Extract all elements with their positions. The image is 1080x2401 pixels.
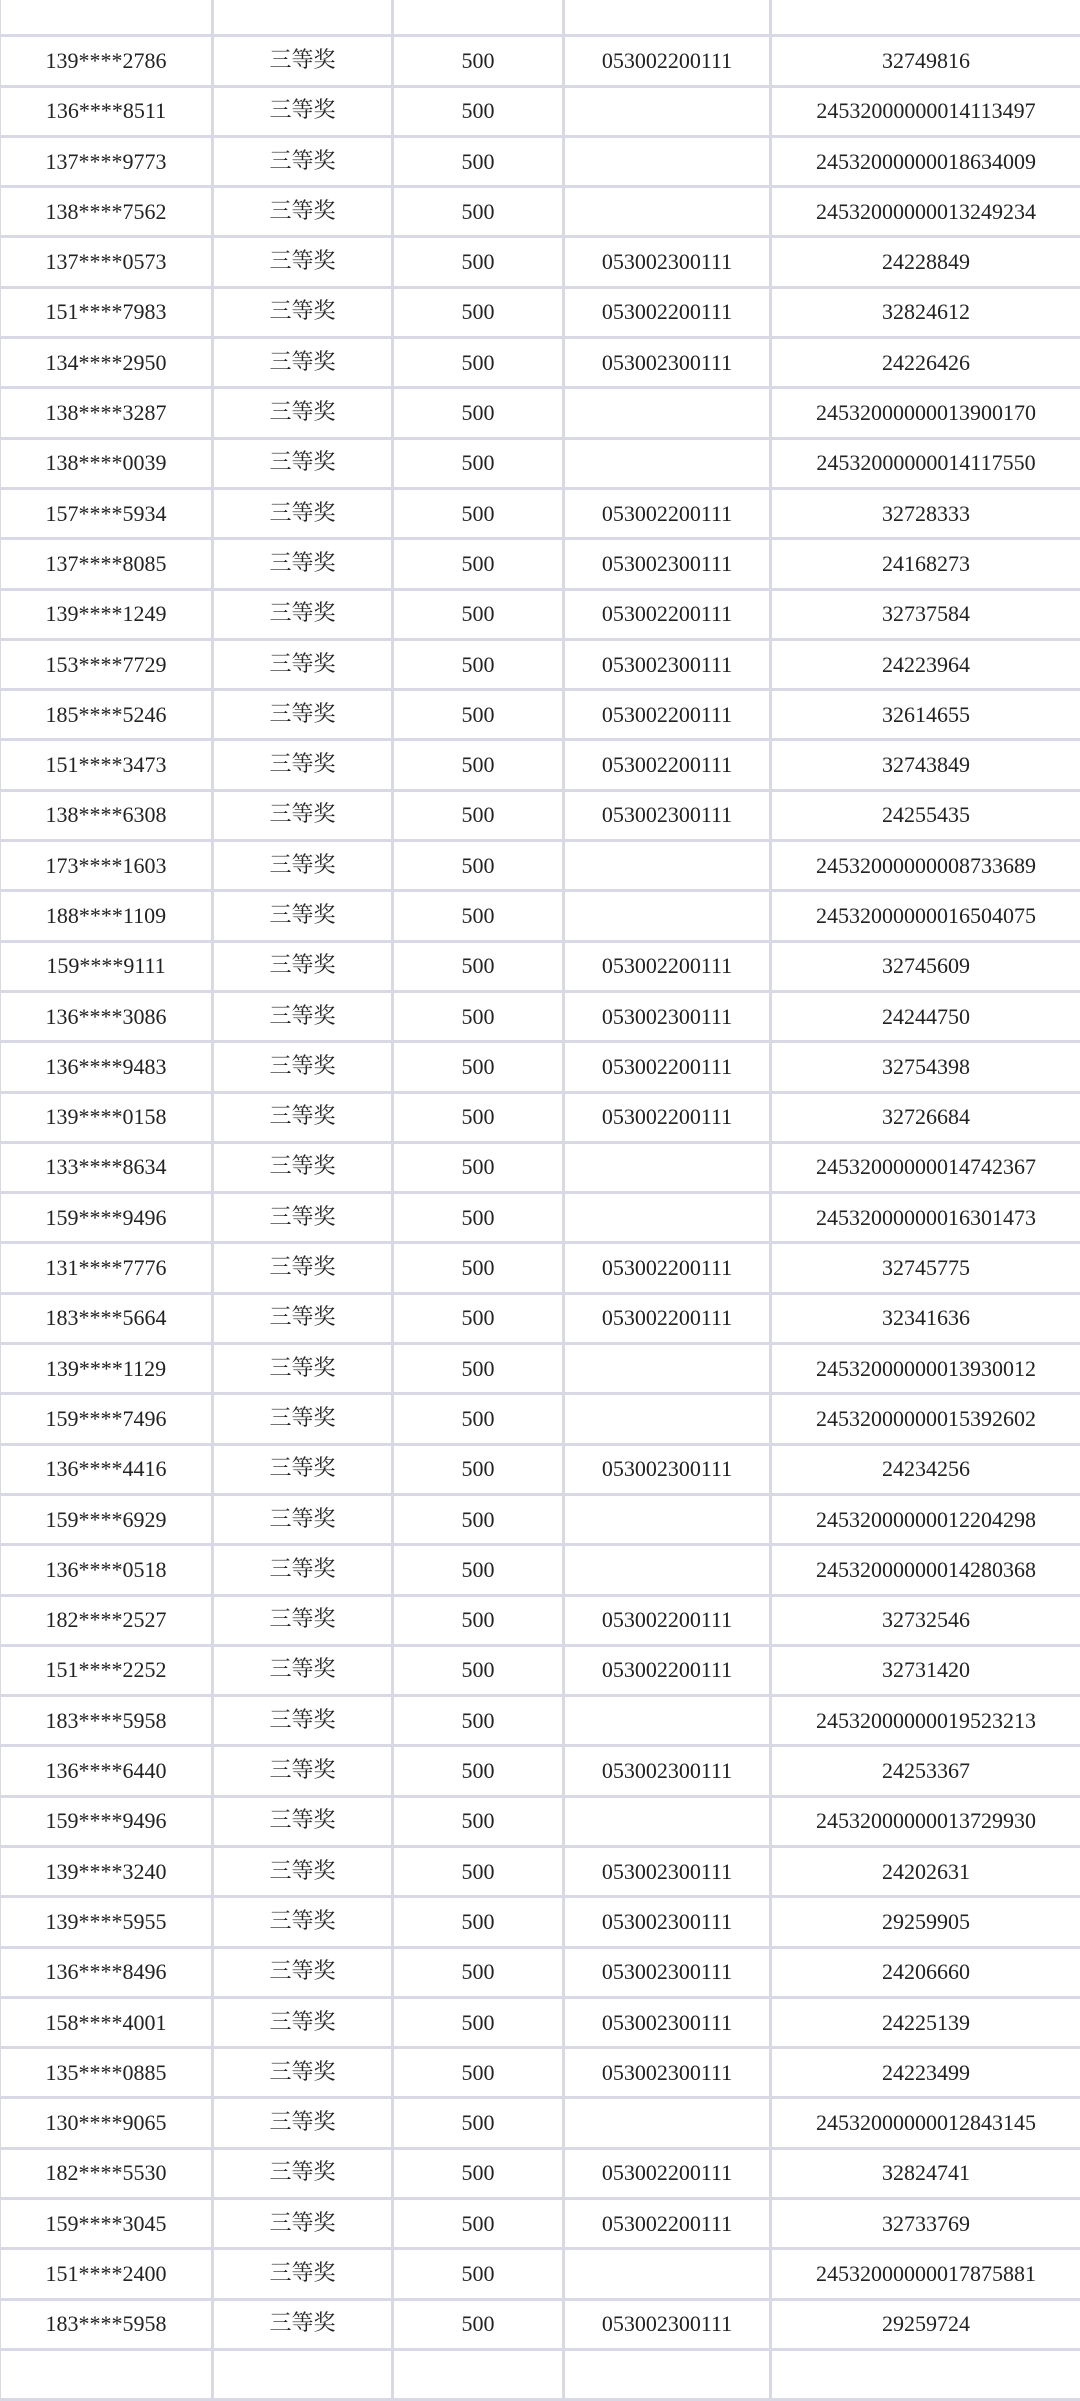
phone-cell: 139****5955 bbox=[0, 1897, 213, 1947]
code-cell: 053002200111 bbox=[564, 488, 771, 538]
code-cell: 053002300111 bbox=[564, 539, 771, 589]
amount-cell: 500 bbox=[393, 338, 564, 388]
code-cell: 053002200111 bbox=[564, 1042, 771, 1092]
code-cell: 053002300111 bbox=[564, 1444, 771, 1494]
phone-cell: 151****7983 bbox=[0, 287, 213, 337]
number-cell: 24202631 bbox=[771, 1846, 1080, 1896]
code-cell: 053002300111 bbox=[564, 2048, 771, 2098]
phone-cell: 138****0039 bbox=[0, 438, 213, 488]
amount-cell: 500 bbox=[393, 388, 564, 438]
table-row bbox=[0, 639, 1080, 689]
table-row bbox=[0, 0, 1080, 36]
prize-cell: 三等奖 bbox=[213, 187, 393, 237]
prize-cell: 三等奖 bbox=[213, 1746, 393, 1796]
prize-cell: 三等奖 bbox=[213, 1394, 393, 1444]
code-cell: 053002200111 bbox=[564, 1243, 771, 1293]
table-row bbox=[0, 438, 1080, 488]
table-row bbox=[0, 1092, 1080, 1142]
amount-cell: 500 bbox=[393, 237, 564, 287]
phone-cell: 139****0158 bbox=[0, 1092, 213, 1142]
prize-cell: 三等奖 bbox=[213, 86, 393, 136]
number-cell: 24532000000014117550 bbox=[771, 438, 1080, 488]
code-cell: 053002200111 bbox=[564, 2148, 771, 2198]
prize-cell: 三等奖 bbox=[213, 2199, 393, 2249]
prize-cell: 三等奖 bbox=[213, 1897, 393, 1947]
amount-cell: 500 bbox=[393, 1193, 564, 1243]
table-row bbox=[0, 237, 1080, 287]
number-cell: 24532000000019523213 bbox=[771, 1696, 1080, 1746]
number-cell: 24255435 bbox=[771, 790, 1080, 840]
phone-cell: 138****3287 bbox=[0, 388, 213, 438]
table-row bbox=[0, 1293, 1080, 1343]
table-row bbox=[0, 2098, 1080, 2148]
table-row bbox=[0, 187, 1080, 237]
code-cell bbox=[564, 1494, 771, 1544]
phone-cell: 153****7729 bbox=[0, 639, 213, 689]
amount-cell: 500 bbox=[393, 1645, 564, 1695]
phone-cell: 131****7776 bbox=[0, 1243, 213, 1293]
number-cell: 24532000000014280368 bbox=[771, 1545, 1080, 1595]
prize-cell: 三等奖 bbox=[213, 2148, 393, 2198]
amount-cell: 500 bbox=[393, 2199, 564, 2249]
table-row bbox=[0, 991, 1080, 1041]
amount-cell: 500 bbox=[393, 1746, 564, 1796]
table-row bbox=[0, 86, 1080, 136]
amount-cell: 500 bbox=[393, 740, 564, 790]
amount-cell bbox=[393, 2349, 564, 2399]
code-cell bbox=[564, 0, 771, 36]
phone-cell: 183****5958 bbox=[0, 1696, 213, 1746]
amount-cell: 500 bbox=[393, 2098, 564, 2148]
prize-cell: 三等奖 bbox=[213, 136, 393, 186]
phone-cell: 139****2786 bbox=[0, 36, 213, 86]
prize-cell: 三等奖 bbox=[213, 488, 393, 538]
prize-cell: 三等奖 bbox=[213, 539, 393, 589]
code-cell: 053002200111 bbox=[564, 2199, 771, 2249]
table-row bbox=[0, 136, 1080, 186]
amount-cell: 500 bbox=[393, 1545, 564, 1595]
code-cell bbox=[564, 2098, 771, 2148]
phone-cell: 139****1249 bbox=[0, 589, 213, 639]
prize-cell: 三等奖 bbox=[213, 237, 393, 287]
code-cell: 053002200111 bbox=[564, 589, 771, 639]
phone-cell: 138****7562 bbox=[0, 187, 213, 237]
prize-cell: 三等奖 bbox=[213, 1494, 393, 1544]
phone-cell: 159****3045 bbox=[0, 2199, 213, 2249]
table-row bbox=[0, 1997, 1080, 2047]
number-cell bbox=[771, 0, 1080, 36]
phone-cell: 159****9111 bbox=[0, 941, 213, 991]
amount-cell: 500 bbox=[393, 1696, 564, 1746]
code-cell: 053002200111 bbox=[564, 740, 771, 790]
amount-cell: 500 bbox=[393, 539, 564, 589]
table-row bbox=[0, 1696, 1080, 1746]
number-cell: 24223964 bbox=[771, 639, 1080, 689]
amount-cell: 500 bbox=[393, 2048, 564, 2098]
number-cell: 32745609 bbox=[771, 941, 1080, 991]
prize-cell: 三等奖 bbox=[213, 1846, 393, 1896]
amount-cell: 500 bbox=[393, 1142, 564, 1192]
amount-cell: 500 bbox=[393, 690, 564, 740]
phone-cell: 136****8496 bbox=[0, 1947, 213, 1997]
table-row bbox=[0, 1897, 1080, 1947]
phone-cell: 151****2400 bbox=[0, 2249, 213, 2299]
amount-cell: 500 bbox=[393, 2299, 564, 2349]
phone-cell: 173****1603 bbox=[0, 841, 213, 891]
table-row bbox=[0, 1796, 1080, 1846]
code-cell: 053002200111 bbox=[564, 941, 771, 991]
amount-cell: 500 bbox=[393, 36, 564, 86]
table-row bbox=[0, 539, 1080, 589]
phone-cell: 136****6440 bbox=[0, 1746, 213, 1796]
table-row bbox=[0, 1595, 1080, 1645]
prize-cell: 三等奖 bbox=[213, 1645, 393, 1695]
phone-cell: 159****6929 bbox=[0, 1494, 213, 1544]
phone-cell: 137****0573 bbox=[0, 237, 213, 287]
prize-cell: 三等奖 bbox=[213, 991, 393, 1041]
number-cell: 24225139 bbox=[771, 1997, 1080, 2047]
table-row bbox=[0, 2048, 1080, 2098]
phone-cell: 159****9496 bbox=[0, 1193, 213, 1243]
code-cell: 053002200111 bbox=[564, 690, 771, 740]
phone-cell: 137****8085 bbox=[0, 539, 213, 589]
number-cell: 29259724 bbox=[771, 2299, 1080, 2349]
number-cell: 32737584 bbox=[771, 589, 1080, 639]
prize-cell: 三等奖 bbox=[213, 941, 393, 991]
code-cell bbox=[564, 388, 771, 438]
table-row bbox=[0, 790, 1080, 840]
prize-cell: 三等奖 bbox=[213, 388, 393, 438]
table-row bbox=[0, 2249, 1080, 2299]
code-cell bbox=[564, 1696, 771, 1746]
prize-cell: 三等奖 bbox=[213, 1042, 393, 1092]
table-row bbox=[0, 1645, 1080, 1695]
number-cell: 24532000000016504075 bbox=[771, 891, 1080, 941]
number-cell: 29259905 bbox=[771, 1897, 1080, 1947]
number-cell: 24206660 bbox=[771, 1947, 1080, 1997]
code-cell bbox=[564, 438, 771, 488]
phone-cell: 158****4001 bbox=[0, 1997, 213, 2047]
prize-cell: 三等奖 bbox=[213, 841, 393, 891]
code-cell bbox=[564, 891, 771, 941]
code-cell bbox=[564, 187, 771, 237]
prize-cell: 三等奖 bbox=[213, 2098, 393, 2148]
number-cell: 24532000000018634009 bbox=[771, 136, 1080, 186]
number-cell: 24532000000014113497 bbox=[771, 86, 1080, 136]
table-row bbox=[0, 388, 1080, 438]
phone-cell: 136****0518 bbox=[0, 1545, 213, 1595]
table-row bbox=[0, 1846, 1080, 1896]
phone-cell: 137****9773 bbox=[0, 136, 213, 186]
table-row bbox=[0, 2199, 1080, 2249]
prize-cell: 三等奖 bbox=[213, 790, 393, 840]
amount-cell: 500 bbox=[393, 2148, 564, 2198]
number-cell: 32726684 bbox=[771, 1092, 1080, 1142]
code-cell: 053002300111 bbox=[564, 2299, 771, 2349]
amount-cell: 500 bbox=[393, 1997, 564, 2047]
phone-cell: 136****9483 bbox=[0, 1042, 213, 1092]
number-cell: 32732546 bbox=[771, 1595, 1080, 1645]
phone-cell: 130****9065 bbox=[0, 2098, 213, 2148]
prize-cell: 三等奖 bbox=[213, 2299, 393, 2349]
phone-cell: 139****1129 bbox=[0, 1344, 213, 1394]
number-cell: 24532000000008733689 bbox=[771, 841, 1080, 891]
code-cell: 053002300111 bbox=[564, 1947, 771, 1997]
prize-cell: 三等奖 bbox=[213, 740, 393, 790]
table-row bbox=[0, 488, 1080, 538]
prize-cell: 三等奖 bbox=[213, 1092, 393, 1142]
amount-cell: 500 bbox=[393, 1494, 564, 1544]
prize-cell: 三等奖 bbox=[213, 1545, 393, 1595]
code-cell: 053002300111 bbox=[564, 1746, 771, 1796]
phone-cell: 151****2252 bbox=[0, 1645, 213, 1695]
code-cell bbox=[564, 1394, 771, 1444]
number-cell: 24532000000012843145 bbox=[771, 2098, 1080, 2148]
code-cell: 053002200111 bbox=[564, 36, 771, 86]
table-row bbox=[0, 2148, 1080, 2198]
phone-cell: 182****5530 bbox=[0, 2148, 213, 2198]
number-cell: 24532000000015392602 bbox=[771, 1394, 1080, 1444]
amount-cell: 500 bbox=[393, 841, 564, 891]
amount-cell: 500 bbox=[393, 941, 564, 991]
number-cell: 32731420 bbox=[771, 1645, 1080, 1695]
code-cell bbox=[564, 1344, 771, 1394]
phone-cell bbox=[0, 0, 213, 36]
code-cell bbox=[564, 136, 771, 186]
prize-cell: 三等奖 bbox=[213, 1344, 393, 1394]
prize-cell: 三等奖 bbox=[213, 338, 393, 388]
prize-cell: 三等奖 bbox=[213, 287, 393, 337]
number-cell: 24532000000013930012 bbox=[771, 1344, 1080, 1394]
amount-cell: 500 bbox=[393, 589, 564, 639]
phone-cell: 133****8634 bbox=[0, 1142, 213, 1192]
amount-cell: 500 bbox=[393, 991, 564, 1041]
prize-cell: 三等奖 bbox=[213, 438, 393, 488]
number-cell: 24228849 bbox=[771, 237, 1080, 287]
phone-cell: 151****3473 bbox=[0, 740, 213, 790]
prize-cell: 三等奖 bbox=[213, 891, 393, 941]
code-cell bbox=[564, 2249, 771, 2299]
code-cell: 053002300111 bbox=[564, 1997, 771, 2047]
number-cell: 32733769 bbox=[771, 2199, 1080, 2249]
table-row bbox=[0, 2299, 1080, 2349]
table-row bbox=[0, 1444, 1080, 1494]
phone-cell: 159****7496 bbox=[0, 1394, 213, 1444]
code-cell bbox=[564, 86, 771, 136]
prize-cell: 三等奖 bbox=[213, 1997, 393, 2047]
phone-cell: 183****5664 bbox=[0, 1293, 213, 1343]
number-cell: 32824741 bbox=[771, 2148, 1080, 2198]
prize-cell: 三等奖 bbox=[213, 1243, 393, 1293]
code-cell bbox=[564, 1193, 771, 1243]
number-cell: 24532000000016301473 bbox=[771, 1193, 1080, 1243]
amount-cell: 500 bbox=[393, 1092, 564, 1142]
table-row bbox=[0, 841, 1080, 891]
amount-cell: 500 bbox=[393, 1042, 564, 1092]
amount-cell: 500 bbox=[393, 639, 564, 689]
code-cell: 053002200111 bbox=[564, 1645, 771, 1695]
table-row bbox=[0, 1947, 1080, 1997]
phone-cell bbox=[0, 2349, 213, 2399]
phone-cell: 185****5246 bbox=[0, 690, 213, 740]
code-cell bbox=[564, 1142, 771, 1192]
amount-cell bbox=[393, 0, 564, 36]
prize-cell: 三等奖 bbox=[213, 1595, 393, 1645]
prize-cell: 三等奖 bbox=[213, 639, 393, 689]
code-cell: 053002300111 bbox=[564, 790, 771, 840]
prize-cell: 三等奖 bbox=[213, 2048, 393, 2098]
number-cell: 32341636 bbox=[771, 1293, 1080, 1343]
amount-cell: 500 bbox=[393, 488, 564, 538]
prize-cell: 三等奖 bbox=[213, 1193, 393, 1243]
amount-cell: 500 bbox=[393, 1344, 564, 1394]
phone-cell: 139****3240 bbox=[0, 1846, 213, 1896]
table-row bbox=[0, 1394, 1080, 1444]
amount-cell: 500 bbox=[393, 1897, 564, 1947]
number-cell: 24532000000017875881 bbox=[771, 2249, 1080, 2299]
phone-cell: 136****8511 bbox=[0, 86, 213, 136]
number-cell: 32754398 bbox=[771, 1042, 1080, 1092]
amount-cell: 500 bbox=[393, 1595, 564, 1645]
phone-cell: 136****4416 bbox=[0, 1444, 213, 1494]
prize-cell: 三等奖 bbox=[213, 589, 393, 639]
code-cell: 053002300111 bbox=[564, 991, 771, 1041]
amount-cell: 500 bbox=[393, 1947, 564, 1997]
table-row bbox=[0, 891, 1080, 941]
amount-cell: 500 bbox=[393, 1243, 564, 1293]
number-cell: 32743849 bbox=[771, 740, 1080, 790]
code-cell: 053002300111 bbox=[564, 338, 771, 388]
code-cell: 053002300111 bbox=[564, 639, 771, 689]
table-row bbox=[0, 1545, 1080, 1595]
table-row bbox=[0, 1243, 1080, 1293]
code-cell: 053002300111 bbox=[564, 1897, 771, 1947]
amount-cell: 500 bbox=[393, 2249, 564, 2299]
amount-cell: 500 bbox=[393, 287, 564, 337]
table-row bbox=[0, 1344, 1080, 1394]
amount-cell: 500 bbox=[393, 790, 564, 840]
phone-cell: 157****5934 bbox=[0, 488, 213, 538]
amount-cell: 500 bbox=[393, 1846, 564, 1896]
prize-cell bbox=[213, 2349, 393, 2399]
code-cell bbox=[564, 2349, 771, 2399]
number-cell: 24532000000013900170 bbox=[771, 388, 1080, 438]
phone-cell: 138****6308 bbox=[0, 790, 213, 840]
prize-cell: 三等奖 bbox=[213, 36, 393, 86]
phone-cell: 188****1109 bbox=[0, 891, 213, 941]
amount-cell: 500 bbox=[393, 136, 564, 186]
amount-cell: 500 bbox=[393, 891, 564, 941]
amount-cell: 500 bbox=[393, 86, 564, 136]
number-cell: 24253367 bbox=[771, 1746, 1080, 1796]
phone-cell: 182****2527 bbox=[0, 1595, 213, 1645]
code-cell: 053002200111 bbox=[564, 1092, 771, 1142]
phone-cell: 183****5958 bbox=[0, 2299, 213, 2349]
amount-cell: 500 bbox=[393, 1394, 564, 1444]
phone-cell: 136****3086 bbox=[0, 991, 213, 1041]
prize-cell: 三等奖 bbox=[213, 1796, 393, 1846]
phone-cell: 134****2950 bbox=[0, 338, 213, 388]
code-cell: 053002300111 bbox=[564, 237, 771, 287]
table-row bbox=[0, 1746, 1080, 1796]
amount-cell: 500 bbox=[393, 187, 564, 237]
table-row bbox=[0, 941, 1080, 991]
number-cell: 24532000000013729930 bbox=[771, 1796, 1080, 1846]
number-cell: 32749816 bbox=[771, 36, 1080, 86]
code-cell bbox=[564, 1545, 771, 1595]
number-cell bbox=[771, 2349, 1080, 2399]
prize-cell: 三等奖 bbox=[213, 2249, 393, 2299]
table-row bbox=[0, 338, 1080, 388]
number-cell: 32728333 bbox=[771, 488, 1080, 538]
code-cell: 053002200111 bbox=[564, 1293, 771, 1343]
code-cell: 053002200111 bbox=[564, 1595, 771, 1645]
number-cell: 24532000000013249234 bbox=[771, 187, 1080, 237]
phone-cell: 159****9496 bbox=[0, 1796, 213, 1846]
table-row bbox=[0, 1193, 1080, 1243]
prize-cell: 三等奖 bbox=[213, 1293, 393, 1343]
amount-cell: 500 bbox=[393, 1444, 564, 1494]
amount-cell: 500 bbox=[393, 1796, 564, 1846]
table-row bbox=[0, 740, 1080, 790]
table-row bbox=[0, 690, 1080, 740]
number-cell: 32614655 bbox=[771, 690, 1080, 740]
prize-cell: 三等奖 bbox=[213, 1142, 393, 1192]
number-cell: 24532000000014742367 bbox=[771, 1142, 1080, 1192]
prize-cell bbox=[213, 0, 393, 36]
prize-cell: 三等奖 bbox=[213, 1444, 393, 1494]
number-cell: 24244750 bbox=[771, 991, 1080, 1041]
table-row bbox=[0, 589, 1080, 639]
number-cell: 24532000000012204298 bbox=[771, 1494, 1080, 1544]
prize-cell: 三等奖 bbox=[213, 690, 393, 740]
amount-cell: 500 bbox=[393, 438, 564, 488]
number-cell: 32824612 bbox=[771, 287, 1080, 337]
table-row bbox=[0, 1494, 1080, 1544]
code-cell bbox=[564, 841, 771, 891]
table-row bbox=[0, 36, 1080, 86]
prize-cell: 三等奖 bbox=[213, 1696, 393, 1746]
number-cell: 24223499 bbox=[771, 2048, 1080, 2098]
table-row bbox=[0, 287, 1080, 337]
code-cell: 053002200111 bbox=[564, 287, 771, 337]
table-row bbox=[0, 1042, 1080, 1092]
amount-cell: 500 bbox=[393, 1293, 564, 1343]
number-cell: 24234256 bbox=[771, 1444, 1080, 1494]
code-cell: 053002300111 bbox=[564, 1846, 771, 1896]
table-row bbox=[0, 1142, 1080, 1192]
number-cell: 24226426 bbox=[771, 338, 1080, 388]
table-row bbox=[0, 2349, 1080, 2399]
number-cell: 24168273 bbox=[771, 539, 1080, 589]
number-cell: 32745775 bbox=[771, 1243, 1080, 1293]
phone-cell: 135****0885 bbox=[0, 2048, 213, 2098]
prize-cell: 三等奖 bbox=[213, 1947, 393, 1997]
code-cell bbox=[564, 1796, 771, 1846]
